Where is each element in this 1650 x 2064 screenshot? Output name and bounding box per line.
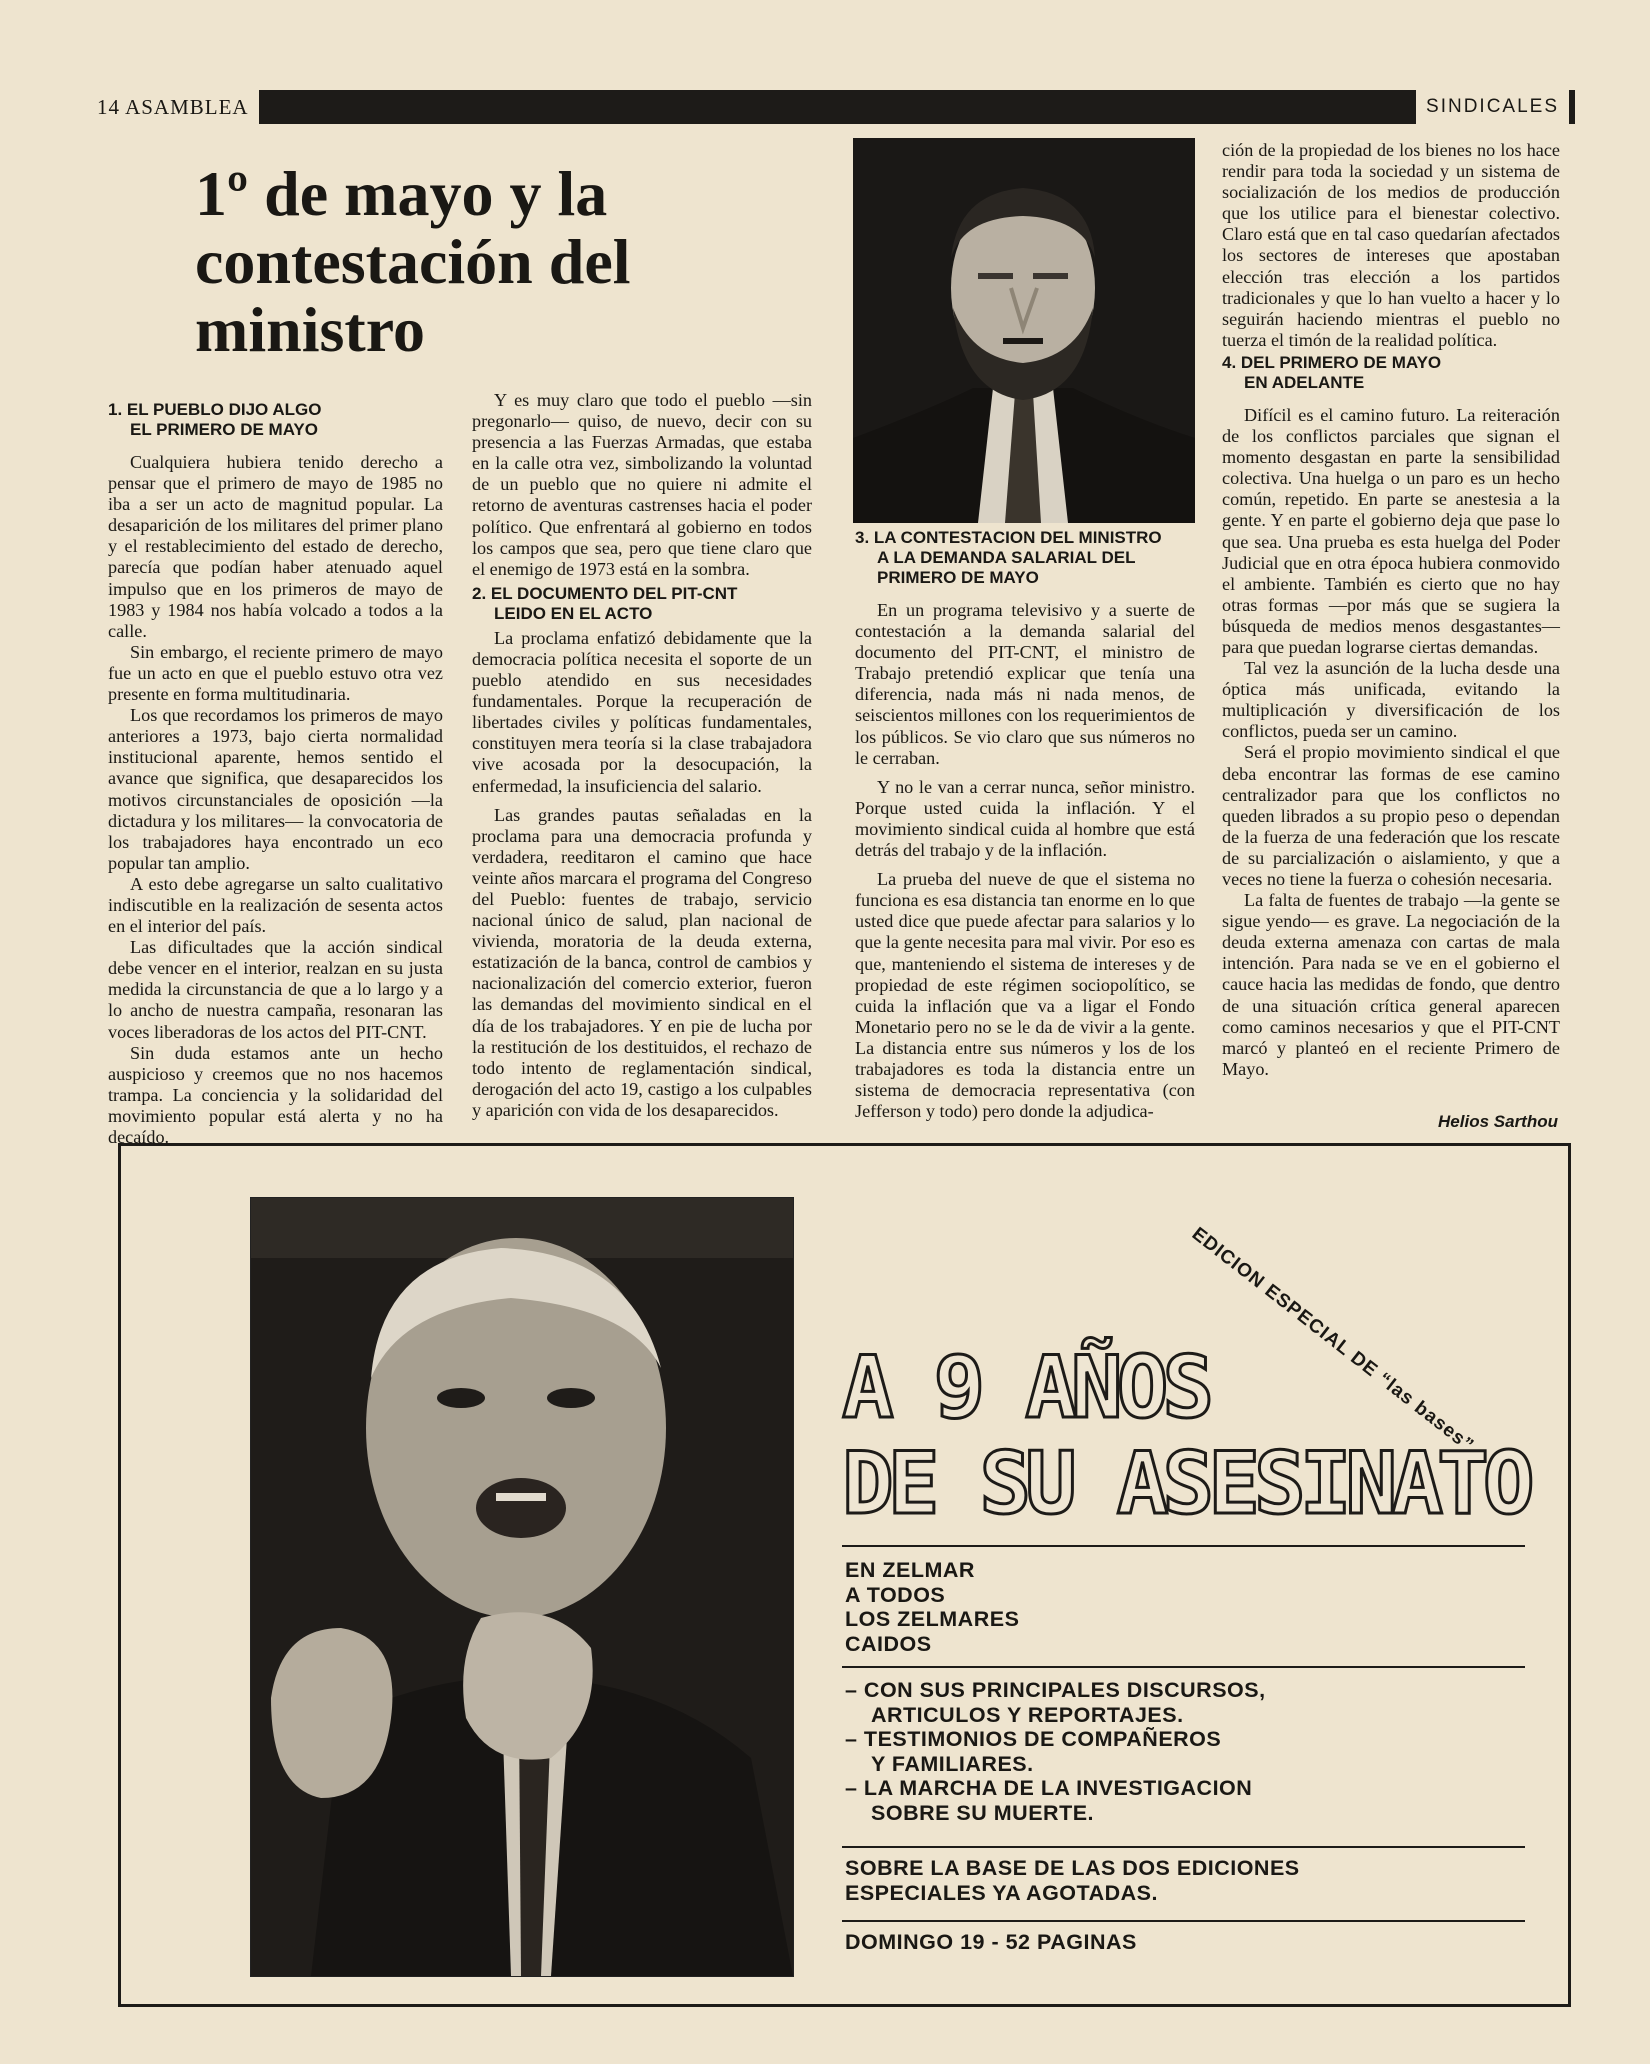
list-item: – CON SUS PRINCIPALES DISCURSOS, xyxy=(845,1678,1266,1702)
article-title: 1º de mayo y la contestación del ministro xyxy=(195,158,631,365)
paragraph: Será el propio movimiento sindical el que deba encontrar las formas de ese camino centralizador para que los conflictos no queden librados a su propio peso o dependan de la fuerza de una federación que los rescate de su parcialización o aislamiento, y que a veces no tiene la fuerza o cohesión necesaria. xyxy=(1222,742,1560,889)
list-item: – LA MARCHA DE LA INVESTIGACION xyxy=(845,1776,1253,1800)
ad-basis-note: SOBRE LA BASE DE LAS DOS EDICIONES ESPECIALES YA AGOTADAS. xyxy=(845,1856,1300,1905)
ad-divider xyxy=(842,1920,1525,1922)
speaker-illustration xyxy=(251,1198,793,1976)
paragraph: Y no le van a cerrar nunca, señor ministro. Porque usted cuida la inflación. Y el movimiento sindical cuida al hombre que está detrás del trabajo y de la inflación. xyxy=(855,776,1195,861)
paragraph: La proclama enfatizó debidamente que la democracia política necesita el soporte de un pueblo atendido en sus necesidades fundamentales. Porque la recuperación de libertades civiles y políticas fundamentales, constituyen mera teoría si la clase trabajadora vive acosada por la desocupación, la enfermedad, la insuficiencia del salario. xyxy=(472,627,812,796)
section-heading-2: 2. EL DOCUMENTO DEL PIT-CNT LEIDO EN EL ACTO xyxy=(472,583,738,623)
zelmar-speech-photo xyxy=(250,1197,794,1977)
paragraph: La prueba del nueve de que el sistema no funciona es esa distancia tan enorme en lo que usted dice que puede afectar para salarios y lo que la gente necesita para mal vivir. Por eso es que, manteniendo el sistema de intereses y de propiedad de este régimen sociopolítico, se cuida la inflación que va a ligar el Fondo Monetario pero no se le da de vivir a la gente. La distancia entre sus números y los de los trabajadores es toda la distancia entre un sistema de democracia representativa (con Jefferson y todo) pero donde la adjudica- xyxy=(855,869,1195,1122)
article-author: Helios Sarthou xyxy=(1438,1112,1558,1131)
section-heading-3: 3. LA CONTESTACION DEL MINISTRO A LA DEMANDA SALARIAL DEL PRIMERO DE MAYO xyxy=(855,528,1162,587)
article-column-1 xyxy=(108,400,443,1148)
article-column-4 xyxy=(1222,140,1560,1080)
ad-divider xyxy=(842,1846,1525,1848)
ad-dedication: EN ZELMAR A TODOS LOS ZELMARES CAIDOS xyxy=(845,1558,1020,1656)
paragraph: Cualquiera hubiera tenido derecho a pensar que el primero de mayo de 1985 no iba a ser un acto de magnitud popular. La desaparición de los militares del primer plano y el restablecimiento del estado de derecho, parecía que podían haber atenuado aquel impulso que en los primeros de mayo de 1983 y 1984 nos había volcado a todos a la calle. xyxy=(108,452,443,641)
paragraph: Los que recordamos los primeros de mayo anteriores a 1973, bajo cierta normalidad institucional aparente, hemos sentido el avance que significa, que desaparecidos los motivos circunstanciales de oposición —la dictadura y los militares— la convocatoria de los trabajadores haya encontrado un eco popular tan amplio. xyxy=(108,705,443,873)
paragraph: Difícil es el camino futuro. La reiteración de los conflictos parciales que signan el momento desgastan en parte la sensibilidad colectiva. Una huelga o un paro es un hecho común, repetido. En parte se anestesia a la gente. Y en parte el gobierno deja que pase lo que sea. Una prueba es esta huelga del Poder Judicial que en otra época hubiera conmovido el ambiente. También es cierto que no hay otras formas —por más que se sugiera la búsqueda de medios menos desgastantes— para que puedan lograrse ciertas demandas. xyxy=(1222,404,1560,657)
paragraph: ción de la propiedad de los bienes no los hace rendir para toda la sociedad y un sistema de socialización de los medios de producción que los utilice para el bienestar colectivo. Claro está que en tal caso quedarían afectados los sectores de intereses que apostaban elección tras elección a los partidos tradicionales y que lo han vuelto a hacer y lo seguirán haciendo mientras el pueblo no tuerza el timón de la realidad política. xyxy=(1222,140,1560,350)
ad-divider xyxy=(842,1545,1525,1547)
paragraph: Las grandes pautas señaladas en la proclama para una democracia profunda y verdadera, reeditaron el camino que hace veinte años marcara el programa del Congreso del Pueblo: fuentes de trabajo, servicio nacional único de salud, plan nacional de vivienda, moratoria de la deuda externa, estatización de la banca, control de cambios y nacionalización del comercio exterior, fueron las demandas del movimiento sindical en el día de los trabajadores. Y en pie de lucha por la restitución de los destituidos, el rechazo de todo intento de reglamentación sindical, derogación del acto 19, castigo a los culpables y aparición con vida de los desaparecidos. xyxy=(472,804,812,1120)
ad-divider xyxy=(842,1666,1525,1668)
article-column-2 xyxy=(472,390,812,1121)
paragraph: A esto debe agregarse un salto cualitativo indiscutible en la realización de sesenta actos en el interior del país. xyxy=(108,873,443,937)
paragraph: Las dificultades que la acción sindical debe vencer en el interior, realzan en su justa medida la circunstancia de que a lo largo y a lo ancho de nuestra campaña, resonaran las voces liberadoras de los actos del PIT-CNT. xyxy=(108,937,443,1042)
minister-portrait-photo xyxy=(853,138,1195,523)
list-item: – TESTIMONIOS DE COMPAÑEROS xyxy=(845,1727,1222,1751)
paragraph: La falta de fuentes de trabajo —la gente se sigue yendo— es grave. La negociación de la deuda externa amenaza con cartas de mala intención. Para nada se ve en el gobierno el cauce hacia las medidas de fondo, que dentro de una situación crítica general aparecen como caminos necesarios y que el PIT-CNT marcó y planteó en el reciente Primero de Mayo. xyxy=(1222,890,1560,1079)
paragraph: Sin embargo, el reciente primero de mayo fue un acto en que el pueblo estuvo otra vez presente en forma multitudinaria. xyxy=(108,641,443,705)
section-heading-1: 1. EL PUEBLO DIJO ALGO EL PRIMERO DE MAYO xyxy=(108,400,322,439)
paragraph: Sin duda estamos ante un hecho auspicioso y creemos que no nos hacemos trampa. La conciencia y la solidaridad del movimiento popular está alerta y no ha decaído. xyxy=(108,1042,443,1147)
article-column-3 xyxy=(855,528,1195,1122)
special-edition-ribbon: EDICION ESPECIAL DE “las bases” xyxy=(1187,1223,1478,1457)
page-header-bar xyxy=(95,90,1575,124)
paragraph: Tal vez la asunción de la lucha desde una óptica más unificada, evitando la multiplicación y diversificación de los conflictos, pueda ser un camino. xyxy=(1222,658,1560,742)
paragraph: Y es muy claro que todo el pueblo —sin pregonarlo— quiso, de nuevo, decir con su presencia a las Fuerzas Armadas, que estaba en la calle otra vez, simbolizando la voluntad de un pueblo que no quiere ni admite el retorno de aventuras castrenses hacia el poder político. Que enfrentará al gobierno en todos los campos que sea, pero que tiene claro que el enemigo de 1973 está en la sombra. xyxy=(472,390,812,579)
portrait-illustration xyxy=(853,138,1195,523)
ad-contents-list: – CON SUS PRINCIPALES DISCURSOS, ARTICULOS Y REPORTAJES. – TESTIMONIOS DE COMPAÑEROS Y FAMILIARES. – LA MARCHA DE LA INVESTIGACION SOBRE SU MUERTE. xyxy=(845,1678,1266,1825)
section-label: SINDICALES xyxy=(1416,90,1569,124)
ad-footer: DOMINGO 19 - 52 PAGINAS xyxy=(845,1930,1137,1954)
page-number-section: 14 ASAMBLEA xyxy=(95,90,259,124)
ad-headline: A 9 AÑOS DE SU ASESINATO xyxy=(842,1338,1529,1534)
section-heading-4: 4. DEL PRIMERO DE MAYO EN ADELANTE xyxy=(1222,352,1442,392)
paragraph: En un programa televisivo y a suerte de contestación a la demanda salarial del documento del PIT-CNT, el ministro de Trabajo pretendió explicar que tenía una diferencia, nada más ni nada menos, de seiscientos millones con los requerimientos de los públicos. Se vio claro que sus números no le cerraban. xyxy=(855,600,1195,768)
